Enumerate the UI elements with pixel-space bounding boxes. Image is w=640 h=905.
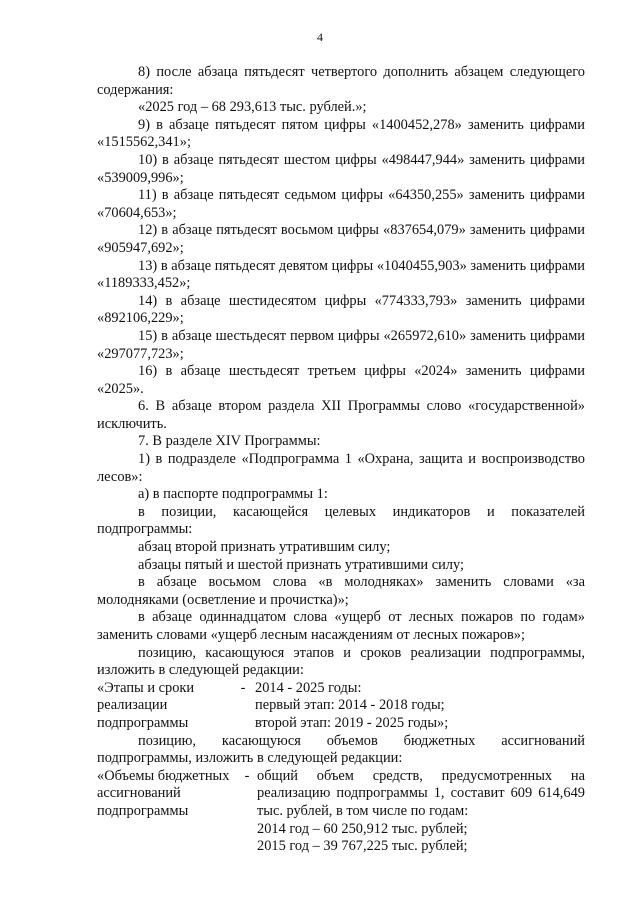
paragraph: 8) после абзаца пятьдесят четвертого дополнить абзацем следующего содержания:: [97, 64, 585, 98]
budget-label: «Объемы бюджетных ассигнований подпрограммы: [97, 767, 230, 819]
budget-values: [257, 768, 585, 856]
paragraph: 13) в абзаце пятьдесят девятом цифры «1040455,903» заменить цифрами «1189333,452»;: [97, 257, 585, 292]
paragraph: 11) в абзаце пятьдесят седьмом цифры «64350,255» заменить цифрами «70604,653»;: [97, 187, 585, 221]
document-body: [97, 64, 585, 856]
paragraph: 16) в абзаце шестьдесят третьем цифры «2024» заменить цифрами «2025».: [97, 363, 585, 397]
page-number: 4: [317, 30, 323, 44]
paragraph: 15) в абзаце шестьдесят первом цифры «265972,610» заменить цифрами «297077,723»;: [97, 327, 585, 362]
paragraph: 7. В разделе XIV Программы:: [138, 433, 321, 450]
stages-values: [255, 680, 585, 733]
budget-row: [97, 768, 585, 856]
paragraph: а) в паспорте подпрограммы 1:: [138, 486, 328, 503]
paragraph: 6. В абзаце втором раздела XII Программы слово «государственной» исключить.: [97, 398, 585, 432]
paragraph: абзацы пятый и шестой признать утратившими силу;: [138, 556, 464, 573]
budget-year: 2015 год – 39 767,225 тыс. рублей;: [257, 838, 468, 855]
paragraph: позицию, касающуюся этапов и сроков реализации подпрограммы, изложить в следующей редакции:: [97, 644, 585, 679]
paragraph: «2025 год – 68 293,613 тыс. рублей.»;: [138, 99, 367, 116]
stages-label: «Этапы и сроки реализации подпрограммы: [97, 679, 195, 731]
budget-text: общий объем средств, предусмотренных на реализацию подпрограммы 1, составит 609 614,649 тыс. рублей, в том числе по годам:: [257, 767, 585, 819]
paragraph: в позиции, касающейся целевых индикаторов и показателей подпрограммы:: [97, 503, 585, 538]
paragraph: 12) в абзаце пятьдесят восьмом цифры «837654,079» заменить цифрами «905947,692»;: [97, 222, 585, 256]
budget-year: 2014 год – 60 250,912 тыс. рублей;: [257, 820, 468, 837]
paragraph: в абзаце восьмом слова «в молодняках» заменить словами «за молодняками (осветление и прочистка)»;: [97, 574, 585, 608]
paragraph: 10) в абзаце пятьдесят шестом цифры «498447,944» заменить цифрами «539009,996»;: [97, 151, 585, 186]
stages-row: [97, 680, 585, 733]
stages-dash: -: [240, 679, 246, 696]
stages-line: второй этап: 2019 - 2025 годы»;: [255, 714, 449, 731]
budget-dash: -: [244, 767, 250, 784]
paragraph: абзац второй признать утратившим силу;: [138, 539, 391, 556]
paragraph: 9) в абзаце пятьдесят пятом цифры «1400452,278» заменить цифрами «1515562,341»;: [97, 116, 585, 151]
paragraph: 1) в подразделе «Подпрограмма 1 «Охрана, защита и воспроизводство лесов»:: [97, 451, 585, 485]
stages-line: первый этап: 2014 - 2018 годы;: [255, 697, 445, 714]
paragraph: позицию, касающуюся объемов бюджетных ассигнований подпрограммы, изложить в следующей редакции:: [97, 732, 585, 767]
stages-line: 2014 - 2025 годы:: [255, 679, 362, 696]
paragraph: в абзаце одиннадцатом слова «ущерб от лесных пожаров по годам» заменить словами «ущерб лесным насаждениям от лесных пожаров»;: [97, 609, 585, 643]
paragraph: 14) в абзаце шестидесятом цифры «774333,793» заменить цифрами «892106,229»;: [97, 292, 585, 327]
